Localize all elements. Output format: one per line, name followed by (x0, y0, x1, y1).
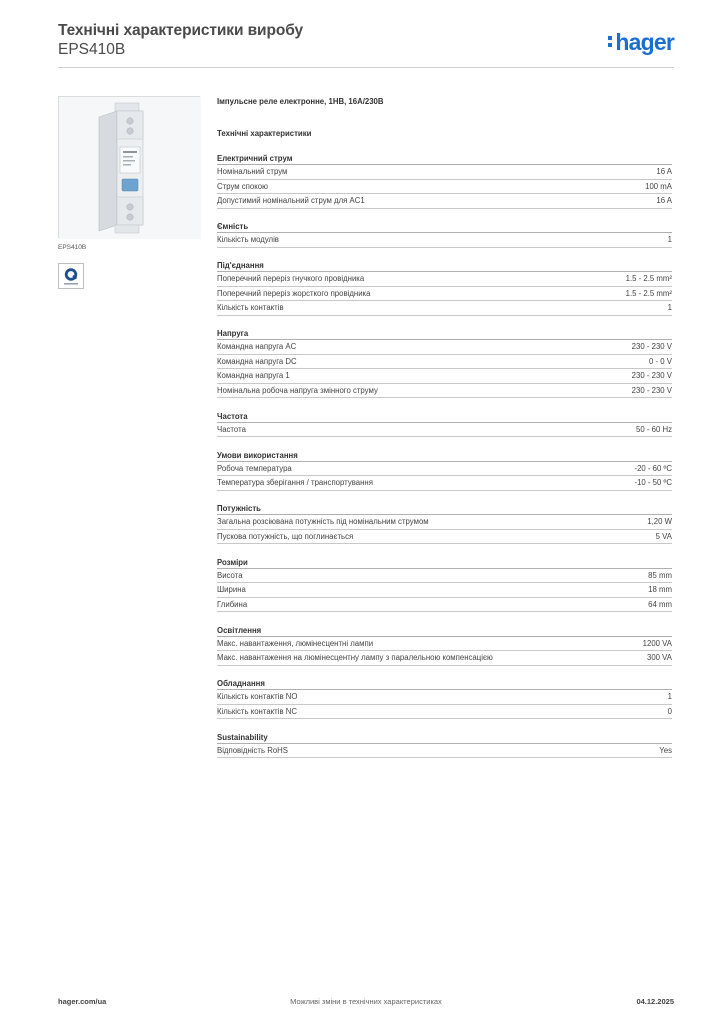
spec-label: Макс. навантаження, люмінесцентні лампи (217, 638, 374, 648)
spec-label: Поперечний переріз гнучкого провідника (217, 274, 365, 283)
spec-value: 50 - 60 Hz (636, 424, 672, 434)
spec-row (217, 598, 672, 613)
section-title: Частота (217, 411, 672, 423)
spec-row (217, 690, 672, 705)
spec-row (217, 515, 672, 530)
spec-label: Кількість контактів (217, 303, 284, 312)
spec-row (217, 194, 672, 209)
spec-row (217, 384, 672, 399)
footer-note: Можливі зміни в технічних характеристиках (290, 997, 442, 1006)
spec-value: 1.5 - 2.5 mm² (625, 274, 672, 283)
hager-logo (608, 30, 674, 54)
page-header (58, 22, 674, 68)
spec-row (217, 369, 672, 384)
page-title: Технічні характеристики виробу (58, 22, 303, 39)
spec-label: Номінальна робоча напруга змінного струму (217, 385, 378, 395)
spec-row (217, 423, 672, 438)
spec-row (217, 340, 672, 355)
spec-value: -20 - 60 ºC (634, 463, 672, 473)
spec-label: Струм спокою (217, 181, 268, 191)
spec-section (217, 153, 672, 209)
footer-date: 04.12.2025 (636, 997, 674, 1006)
spec-row (217, 744, 672, 759)
spec-value: 1 (667, 692, 672, 701)
spec-value: 64 mm (648, 599, 672, 609)
spec-row (217, 165, 672, 180)
section-title: Потужність (217, 503, 672, 515)
spec-label: Командна напруга AC (217, 342, 297, 351)
spec-label: Макс. навантаження на люмінесцентну лампу з паралельною компенсацією (217, 653, 493, 662)
spec-row (217, 705, 672, 720)
spec-label: Кількість контактів NO (217, 692, 298, 701)
impulse-relay-device-icon (59, 97, 201, 239)
spec-section (217, 503, 672, 544)
spec-row (217, 272, 672, 287)
section-title: Електричний струм (217, 153, 672, 165)
spec-value: 0 (667, 706, 672, 716)
spec-value: 5 VA (655, 531, 672, 541)
spec-content (217, 96, 672, 771)
spec-value: 230 - 230 V (631, 371, 672, 380)
section-title: Напруга (217, 328, 672, 340)
spec-section (217, 411, 672, 438)
spec-label: Кількість модулів (217, 235, 279, 244)
spec-label: Загальна розсіювана потужність під номінальним струмом (217, 517, 429, 526)
spec-value: 85 mm (648, 570, 672, 580)
spec-row (217, 301, 672, 316)
footer-website: hager.com/ua (58, 997, 107, 1006)
spec-label: Частота (217, 424, 246, 434)
spec-section (217, 557, 672, 613)
spec-value: 1,20 W (647, 517, 672, 526)
section-title: Sustainability (217, 732, 672, 744)
spec-value: 16 A (656, 167, 672, 176)
spec-label: Пускова потужність, що поглинається (217, 531, 354, 541)
spec-section (217, 328, 672, 398)
spec-label: Температура зберігання / транспортування (217, 478, 373, 487)
spec-label: Номінальний струм (217, 167, 288, 176)
spec-label: Висота (217, 570, 243, 580)
spec-value: 18 mm (648, 585, 672, 594)
section-title: Ємність (217, 221, 672, 233)
spec-row (217, 637, 672, 652)
spec-section (217, 221, 672, 248)
spec-label: Поперечний переріз жорсткого провідника (217, 288, 371, 298)
spec-section (217, 678, 672, 719)
quality-badge (58, 263, 84, 289)
spec-section (217, 450, 672, 491)
spec-value: 0 - 0 V (649, 356, 672, 366)
spec-value: Yes (659, 745, 672, 755)
section-title: Розміри (217, 557, 672, 569)
spec-label: Командна напруга DC (217, 356, 297, 366)
spec-value: 1.5 - 2.5 mm² (625, 288, 672, 298)
spec-label: Командна напруга 1 (217, 371, 290, 380)
spec-value: -10 - 50 ºC (634, 478, 672, 487)
spec-row (217, 530, 672, 545)
logo-text: hager (615, 29, 674, 55)
product-description: Імпульсне реле електронне, 1НВ, 16А/230В (217, 97, 384, 106)
spec-section (217, 260, 672, 316)
spec-row (217, 569, 672, 584)
spec-value: 16 A (656, 196, 672, 205)
spec-value: 300 VA (647, 653, 672, 662)
spec-value: 1200 VA (642, 638, 672, 648)
spec-row (217, 651, 672, 666)
spec-row (217, 476, 672, 491)
spec-value: 100 mA (645, 181, 672, 191)
spec-sections (217, 153, 672, 758)
product-code: EPS410B (58, 244, 87, 251)
spec-label: Ширина (217, 585, 246, 594)
spec-row (217, 462, 672, 477)
spec-value: 1 (667, 303, 672, 312)
section-title: Умови використання (217, 450, 672, 462)
spec-value: 1 (667, 235, 672, 244)
spec-row (217, 233, 672, 248)
quality-badge-icon (59, 264, 83, 288)
spec-label: Кількість контактів NC (217, 706, 298, 716)
spec-row (217, 180, 672, 195)
section-title: Під'єднання (217, 260, 672, 272)
spec-value: 230 - 230 V (631, 385, 672, 395)
spec-row (217, 287, 672, 302)
page-footer (58, 997, 674, 1009)
spec-row (217, 355, 672, 370)
section-title: Освітлення (217, 625, 672, 637)
section-title: Обладнання (217, 678, 672, 690)
spec-label: Робоча температура (217, 463, 292, 473)
spec-section (217, 625, 672, 666)
product-image (58, 96, 200, 238)
tech-specs-heading: Технічні характеристики (217, 129, 312, 138)
spec-section (217, 732, 672, 759)
page-subtitle: EPS410B (58, 41, 126, 58)
spec-row (217, 583, 672, 598)
spec-label: Глибина (217, 599, 248, 609)
spec-value: 230 - 230 V (631, 342, 672, 351)
spec-label: Допустимий номінальний струм для AC1 (217, 196, 365, 205)
spec-label: Відповідність RoHS (217, 745, 288, 755)
